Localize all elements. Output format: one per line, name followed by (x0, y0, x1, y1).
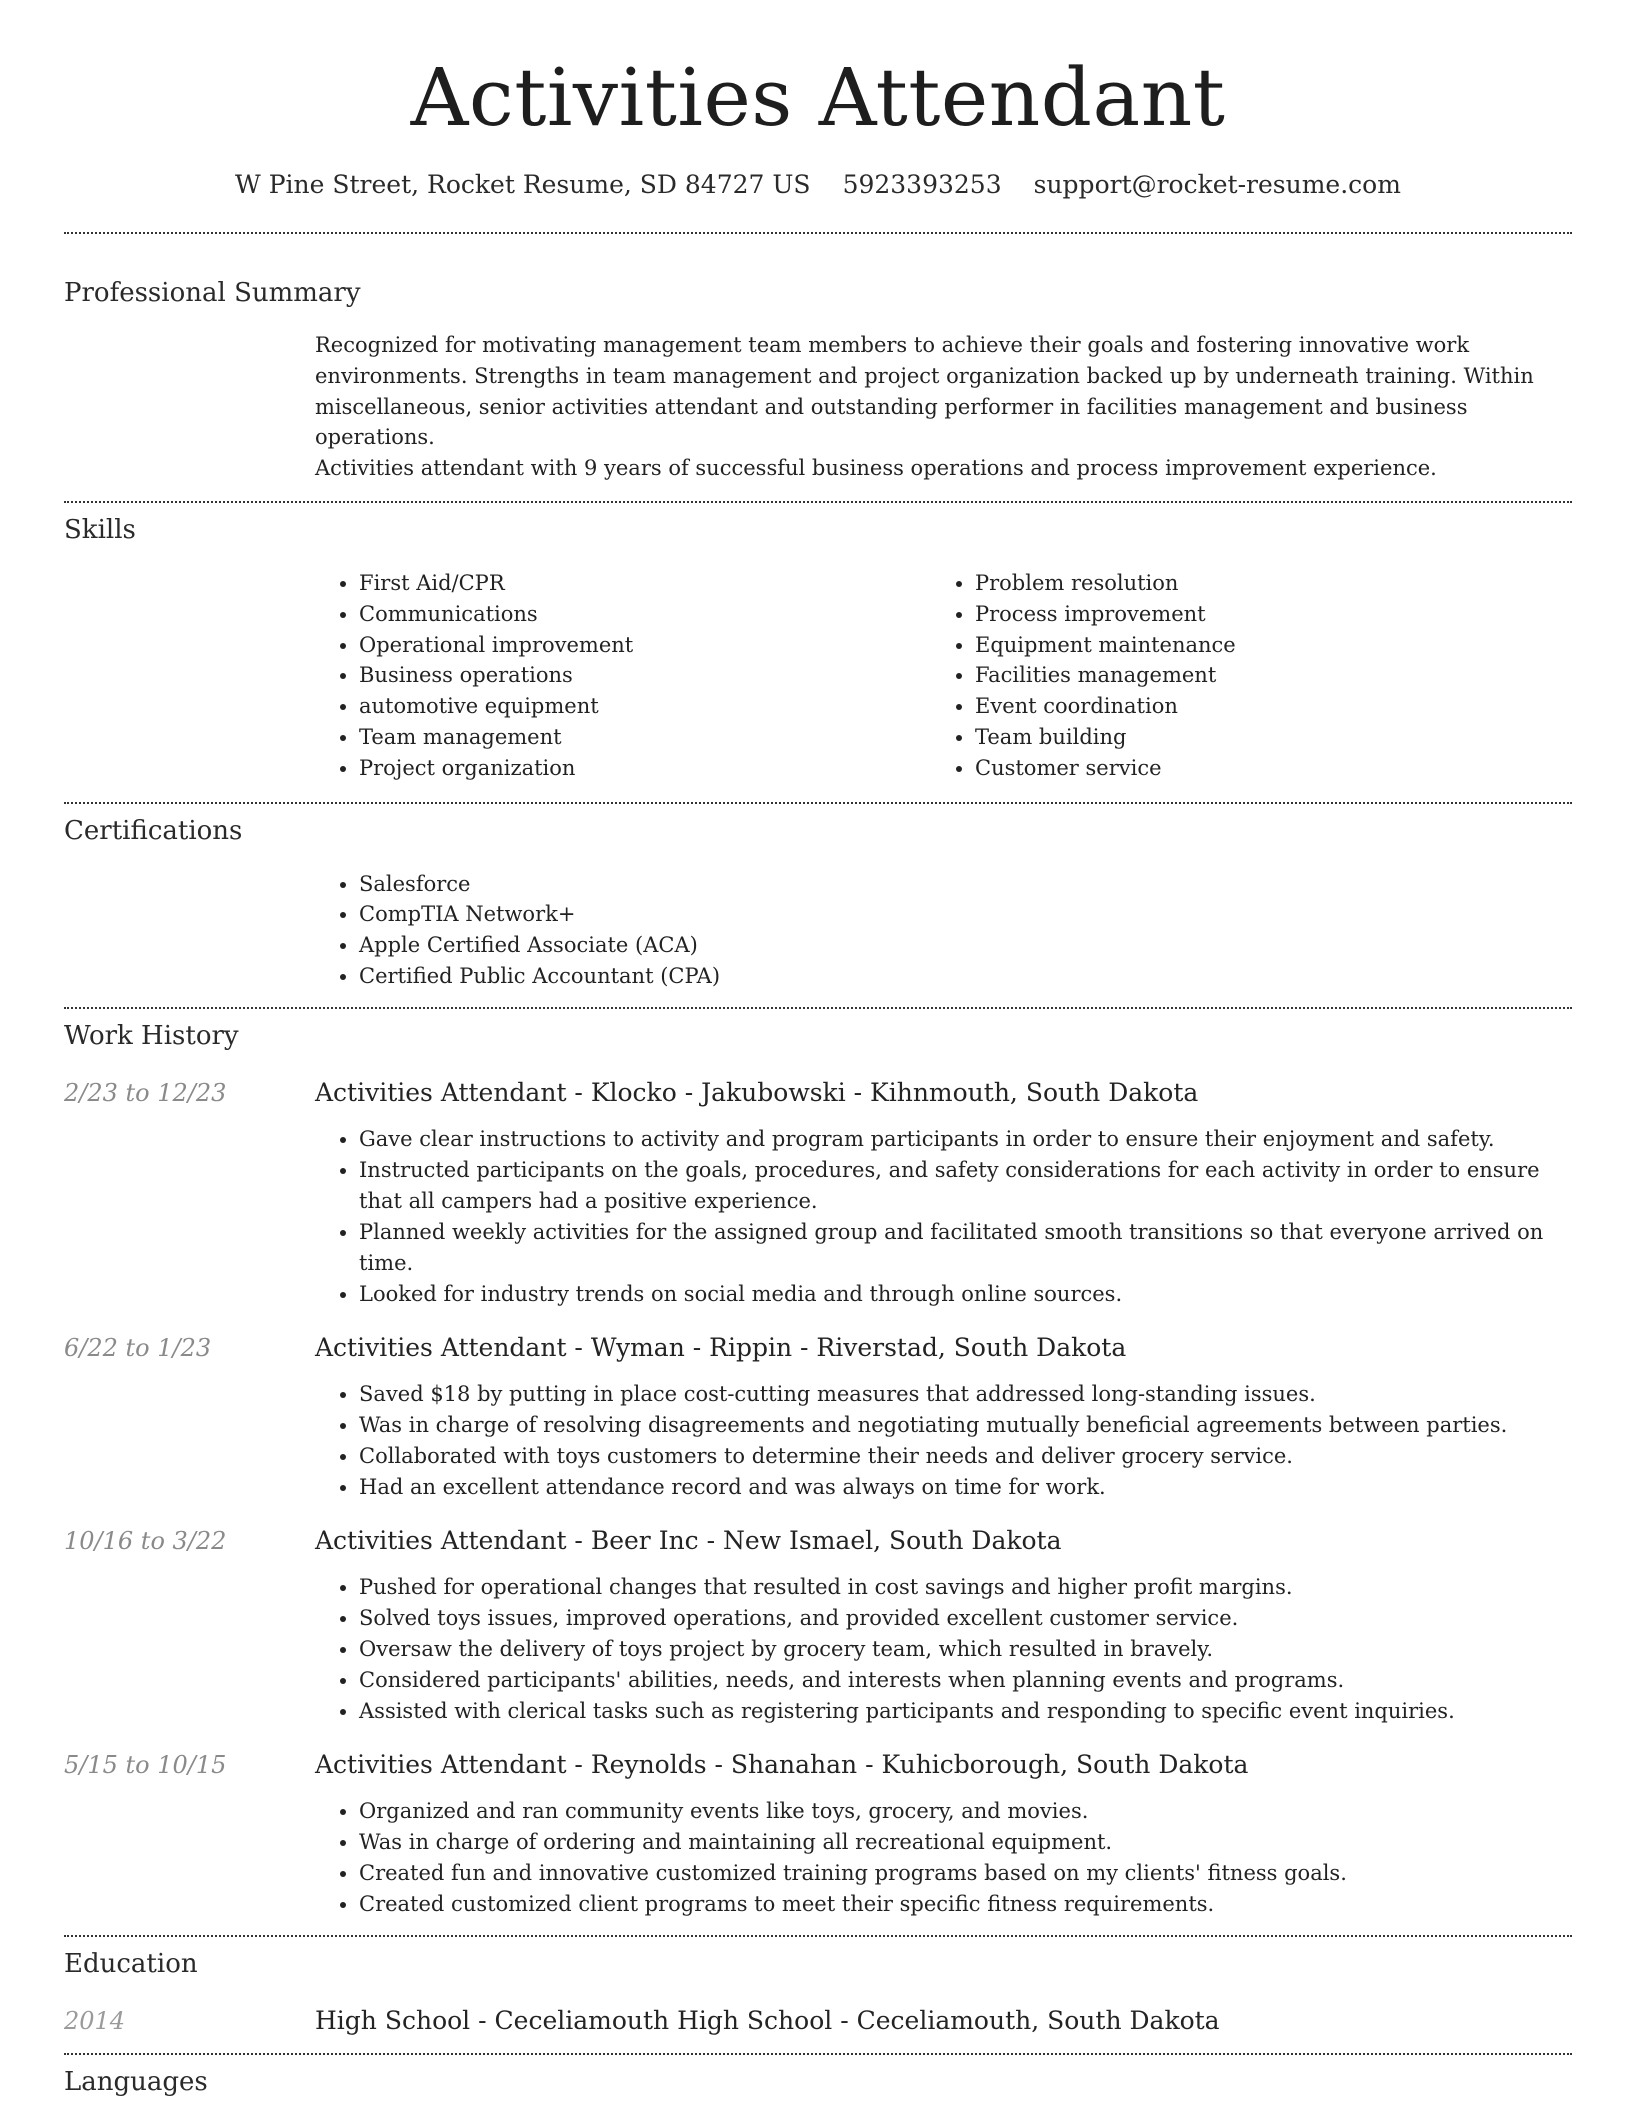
job-bullet: • Created customized client programs to meet their specific fitness requirements. (359, 1889, 1572, 1920)
skill-item: • Process improvement (975, 599, 1547, 630)
skill-item: • Problem resolution (975, 568, 1547, 599)
job-bullet: • Saved $18 by putting in place cost-cutting measures that addressed long-standing issues. (359, 1379, 1572, 1410)
job-entry (64, 1077, 1572, 1310)
certification-item: • Certified Public Accountant (CPA) (359, 961, 1572, 992)
job-dates: 5/15 to 10/15 (64, 1750, 227, 1779)
job-title: Activities Attendant - Klocko - Jakubowski - Kihnmouth, South Dakota (315, 1077, 1199, 1107)
skill-item: • Equipment maintenance (975, 630, 1547, 661)
job-bullets (315, 1124, 1572, 1310)
resume-name: Activities Attendant (410, 51, 1226, 144)
skill-item: • automotive equipment (359, 691, 931, 722)
job-bullets (315, 1572, 1572, 1727)
job-bullet: • Planned weekly activities for the assigned group and facilitated smooth transitions so that everyone arrived on time. (359, 1217, 1572, 1279)
summary-line: Recognized for motivating management team members to achieve their goals and fostering innovative work (315, 333, 1470, 357)
job-bullet: • Was in charge of resolving disagreements and negotiating mutually beneficial agreements between parties. (359, 1410, 1572, 1441)
contact-info (64, 168, 1572, 202)
job-title: Activities Attendant - Beer Inc - New Ismael, South Dakota (315, 1525, 1062, 1555)
job-bullet: • Was in charge of ordering and maintaining all recreational equipment. (359, 1827, 1572, 1858)
education-entry (64, 2005, 1572, 2037)
job-title: Activities Attendant - Reynolds - Shanahan - Kuhicborough, South Dakota (315, 1749, 1249, 1779)
address: W Pine Street, Rocket Resume, SD 84727 US (235, 170, 811, 199)
divider (64, 802, 1572, 804)
summary-line: miscellaneous, senior activities attendant and outstanding performer in facilities management and business operations. (315, 394, 1468, 450)
resume-page (64, 0, 1572, 2099)
job-entry (64, 1525, 1572, 1727)
job-bullet: • Solved toys issues, improved operations, and provided excellent customer service. (359, 1603, 1572, 1634)
job-dates: 10/16 to 3/22 (64, 1526, 227, 1555)
job-bullet: • Gave clear instructions to activity and program participants in order to ensure their enjoyment and safety. (359, 1124, 1572, 1155)
certification-item: • CompTIA Network+ (359, 899, 1572, 930)
education-details: High School - Ceceliamouth High School - Ceceliamouth, South Dakota (315, 2005, 1220, 2035)
job-details (315, 1332, 1572, 1503)
certifications-list (315, 869, 1572, 992)
divider (64, 1007, 1572, 1009)
job-bullet: • Instructed participants on the goals, procedures, and safety considerations for each activity in order to ensure that all campers had a positive experience. (359, 1155, 1572, 1217)
job-bullet: • Organized and ran community events like toys, grocery, and movies. (359, 1796, 1572, 1827)
job-bullet: • Looked for industry trends on social media and through online sources. (359, 1279, 1572, 1310)
job-bullets (315, 1796, 1572, 1920)
divider (64, 501, 1572, 503)
section-title-work-history: Work History (64, 1020, 239, 1051)
skill-item: • Project organization (359, 753, 931, 784)
certification-item: • Apple Certified Associate (ACA) (359, 930, 1572, 961)
skills-column-right (931, 568, 1547, 784)
certification-item: • Salesforce (359, 869, 1572, 900)
skill-item: • Team management (359, 722, 931, 753)
divider (64, 1935, 1572, 1937)
job-dates: 2/23 to 12/23 (64, 1078, 227, 1107)
skill-item: • Business operations (359, 660, 931, 691)
job-bullets (315, 1379, 1572, 1503)
job-details (315, 1525, 1572, 1727)
job-bullet: • Assisted with clerical tasks such as registering participants and responding to specific event inquiries. (359, 1696, 1572, 1727)
section-title-languages: Languages (64, 2066, 208, 2097)
divider (64, 232, 1572, 234)
divider (64, 2053, 1572, 2055)
job-title: Activities Attendant - Wyman - Rippin - Riverstad, South Dakota (315, 1332, 1127, 1362)
education-year: 2014 (64, 2006, 126, 2035)
summary-line: environments. Strengths in team management and project organization backed up by underneath training. Within (315, 363, 1534, 388)
job-details (315, 1077, 1572, 1310)
job-bullet: • Pushed for operational changes that resulted in cost savings and higher profit margins. (359, 1572, 1572, 1603)
skill-item: • Event coordination (975, 691, 1547, 722)
skills-column-left (315, 568, 931, 784)
skill-item: • Facilities management (975, 660, 1547, 691)
job-bullet: • Oversaw the delivery of toys project by grocery team, which resulted in bravely. (359, 1634, 1572, 1665)
section-title-summary: Professional Summary (64, 278, 361, 308)
section-title-skills: Skills (64, 514, 136, 545)
job-details (315, 1749, 1572, 1920)
summary-text (315, 330, 1572, 484)
skill-item: • First Aid/CPR (359, 568, 931, 599)
skill-item: • Customer service (975, 753, 1547, 784)
job-entry (64, 1332, 1572, 1503)
job-bullet: • Created fun and innovative customized training programs based on my clients' fitness goals. (359, 1858, 1572, 1889)
summary-line: Activities attendant with 9 years of successful business operations and process improvement experience. (315, 456, 1437, 481)
skill-item: • Team building (975, 722, 1547, 753)
email: support@rocket-resume.com (1033, 170, 1401, 199)
job-bullet: • Considered participants' abilities, needs, and interests when planning events and programs. (359, 1665, 1572, 1696)
job-entry (64, 1749, 1572, 1920)
section-title-certifications: Certifications (64, 815, 243, 846)
job-bullet: • Had an excellent attendance record and was always on time for work. (359, 1472, 1572, 1503)
phone: 5923393253 (842, 170, 1002, 199)
skill-item: • Communications (359, 599, 931, 630)
job-dates: 6/22 to 1/23 (64, 1333, 212, 1362)
skill-item: • Operational improvement (359, 630, 931, 661)
job-bullet: • Collaborated with toys customers to determine their needs and deliver grocery service. (359, 1441, 1572, 1472)
section-title-education: Education (64, 1948, 198, 1979)
skills-list (315, 568, 1572, 784)
